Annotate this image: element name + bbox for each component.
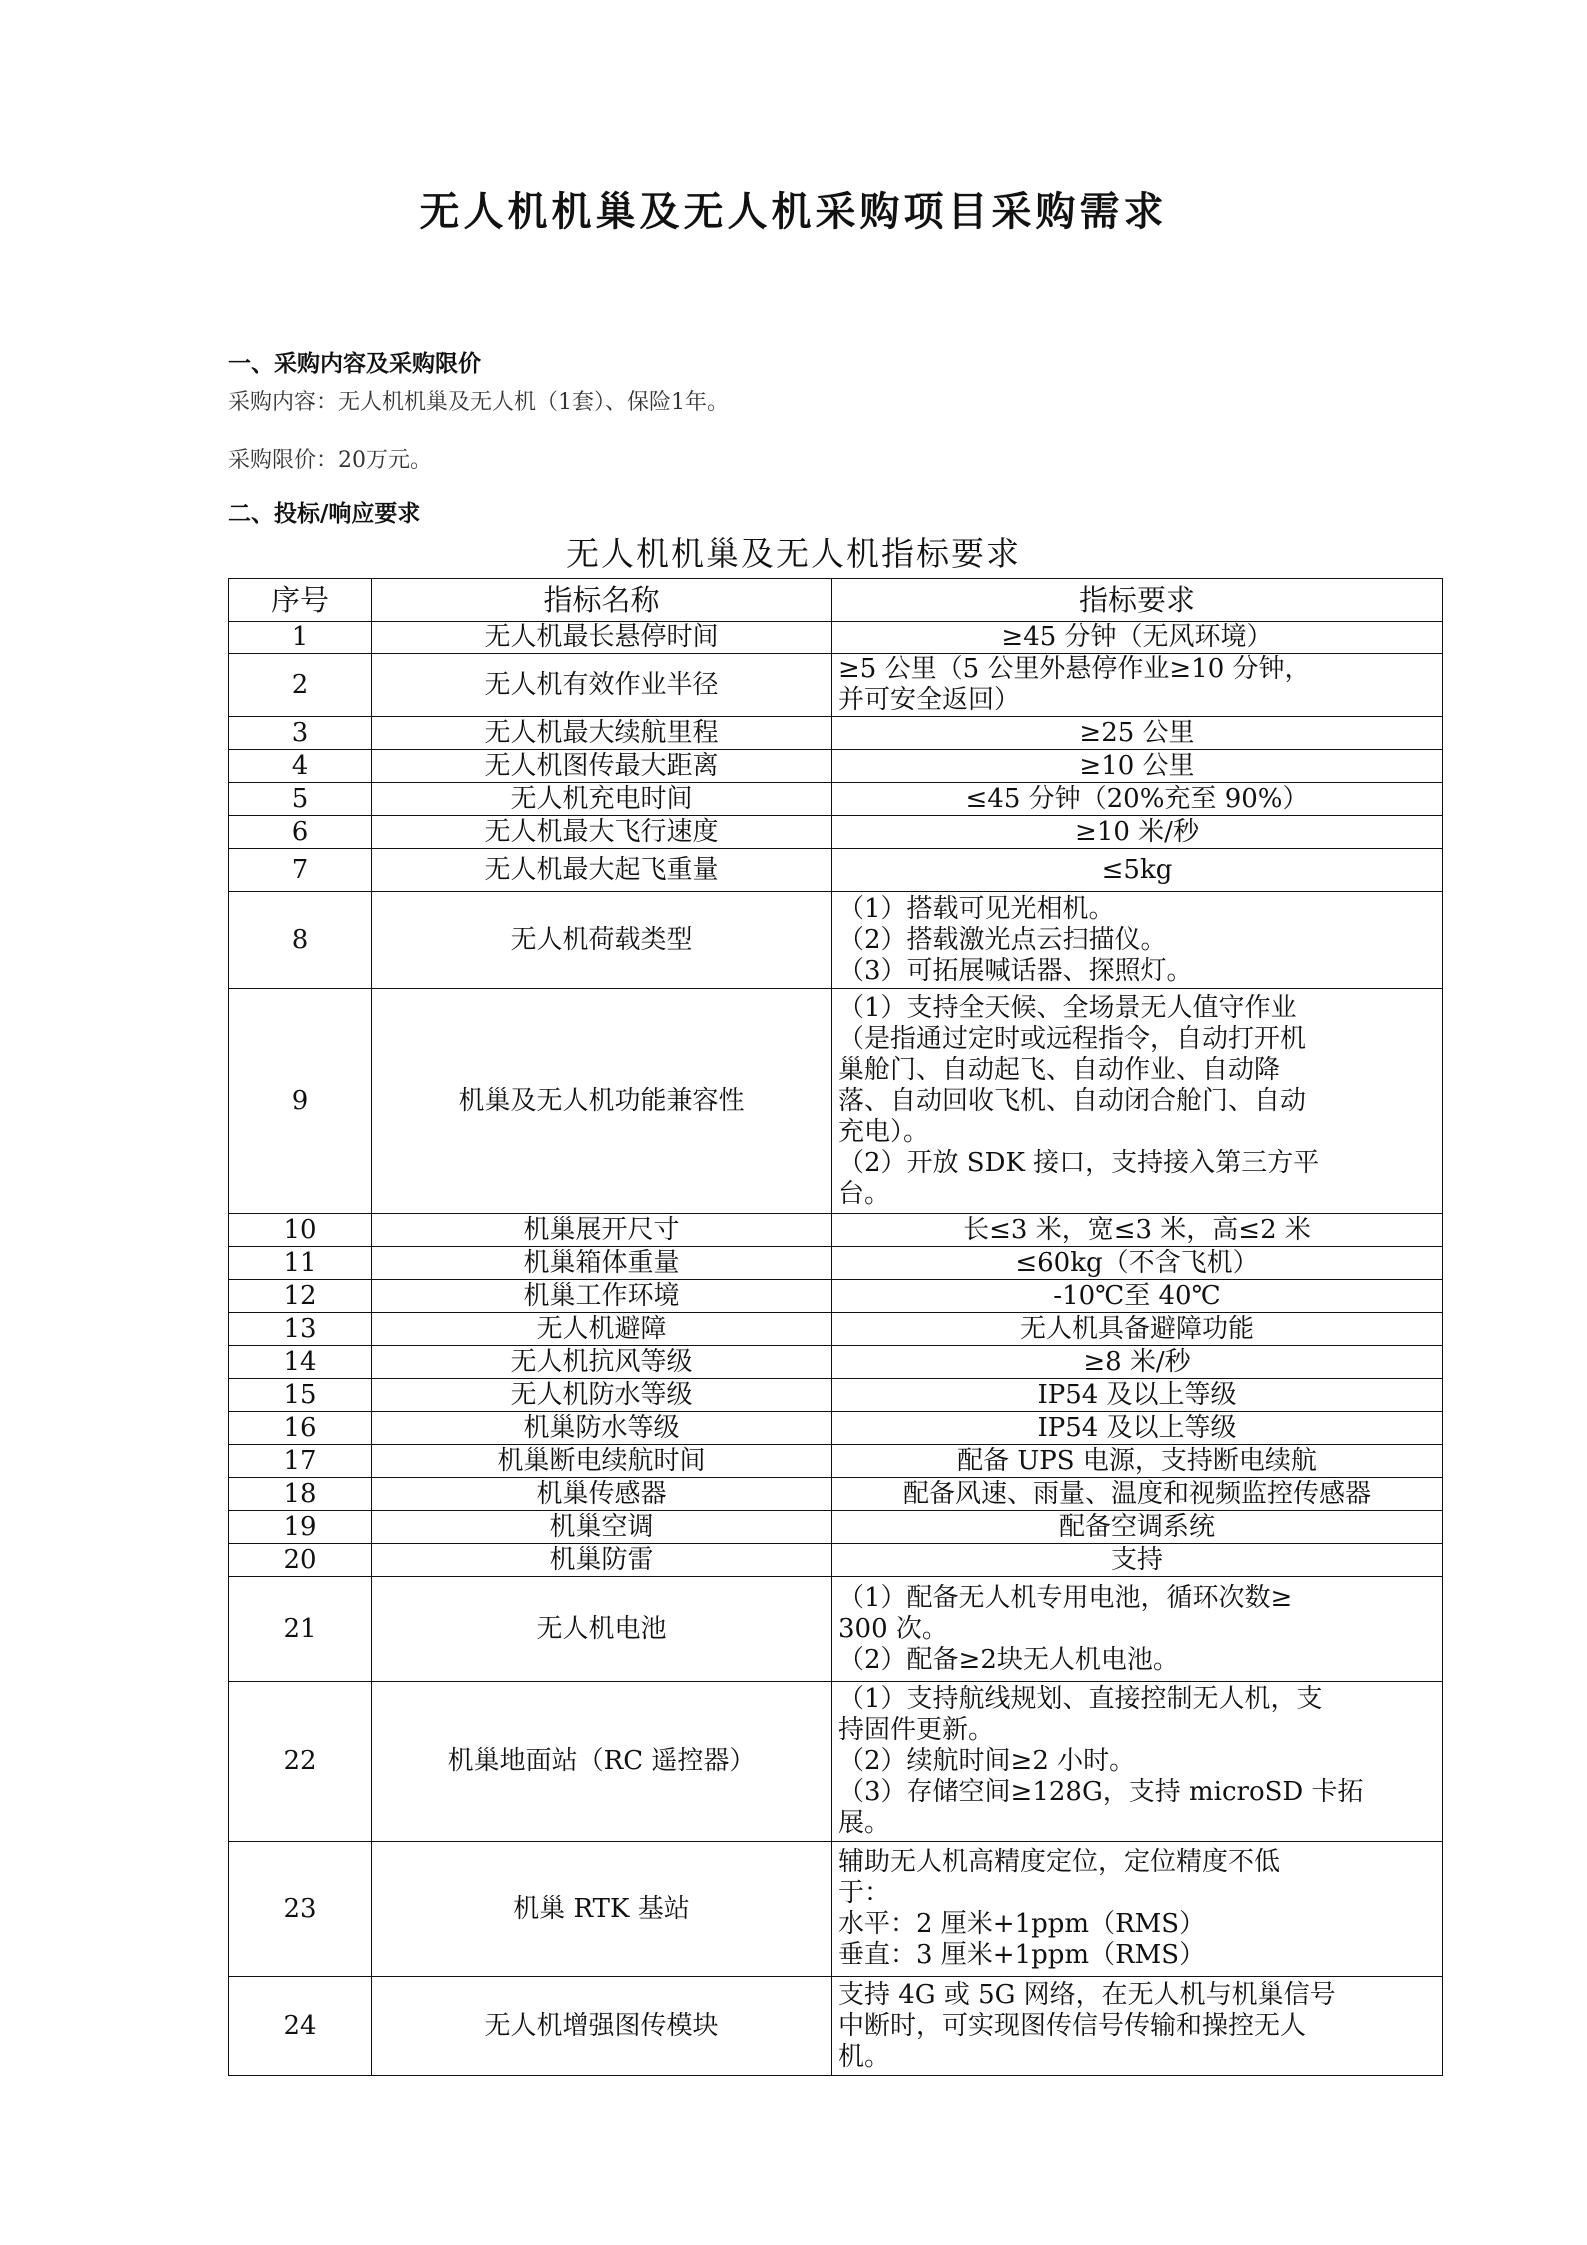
indicator-requirement bbox=[832, 1977, 1443, 2076]
table-title: 无人机机巢及无人机指标要求 bbox=[566, 534, 1021, 573]
indicator-requirement bbox=[832, 1445, 1443, 1478]
table-row bbox=[229, 892, 1443, 989]
indicator-name: 无人机荷载类型 bbox=[372, 892, 832, 989]
indicator-requirement bbox=[832, 1346, 1443, 1379]
requirement-line: 于： bbox=[838, 1878, 891, 1908]
requirement-line: 中断时，可实现图传信号传输和操控无人 bbox=[838, 2010, 1307, 2041]
document-title: 无人机机巢及无人机采购项目采购需求 bbox=[419, 189, 1168, 235]
indicator-requirement bbox=[832, 1214, 1443, 1247]
requirement-line: IP54 及以上等级 bbox=[1037, 1412, 1237, 1443]
requirement-line: ≤45 分钟（20%充至 90%） bbox=[965, 783, 1309, 814]
row-number: 18 bbox=[229, 1478, 372, 1511]
indicator-requirement bbox=[832, 892, 1443, 989]
indicator-requirement bbox=[832, 1379, 1443, 1412]
row-number: 7 bbox=[229, 849, 372, 892]
indicator-requirement bbox=[832, 1280, 1443, 1313]
indicator-name: 机巢防雷 bbox=[372, 1544, 832, 1577]
requirement-line: 长≤3 米，宽≤3 米，高≤2 米 bbox=[963, 1214, 1311, 1245]
indicator-name: 无人机抗风等级 bbox=[372, 1346, 832, 1379]
requirement-line: 支持 4G 或 5G 网络，在无人机与机巢信号 bbox=[838, 1979, 1336, 2010]
indicator-name: 无人机最大起飞重量 bbox=[372, 849, 832, 892]
row-number: 1 bbox=[229, 622, 372, 654]
row-number: 9 bbox=[229, 989, 372, 1214]
table-header-row bbox=[229, 579, 1443, 622]
table-row bbox=[229, 717, 1443, 750]
requirement-line: （1）搭载可见光相机。 bbox=[838, 893, 1115, 924]
table-row bbox=[229, 1577, 1443, 1682]
indicator-requirement bbox=[832, 717, 1443, 750]
indicator-requirement bbox=[832, 849, 1443, 892]
indicator-name: 机巢 RTK 基站 bbox=[372, 1842, 832, 1977]
requirement-line: 垂直：3 厘米+1ppm（RMS） bbox=[838, 1940, 1206, 1970]
row-number: 22 bbox=[229, 1682, 372, 1842]
table-row bbox=[229, 1313, 1443, 1346]
row-number: 10 bbox=[229, 1214, 372, 1247]
table-row bbox=[229, 1214, 1443, 1247]
indicator-name: 机巢断电续航时间 bbox=[372, 1445, 832, 1478]
row-number: 21 bbox=[229, 1577, 372, 1682]
requirement-line: ≤5kg bbox=[1101, 854, 1173, 885]
row-number: 3 bbox=[229, 717, 372, 750]
requirement-line: 300 次。 bbox=[838, 1613, 948, 1644]
requirement-line: ≥10 公里 bbox=[1079, 750, 1195, 781]
row-number: 12 bbox=[229, 1280, 372, 1313]
table-row bbox=[229, 750, 1443, 783]
row-number: 14 bbox=[229, 1346, 372, 1379]
indicator-name: 无人机有效作业半径 bbox=[372, 654, 832, 717]
row-number: 16 bbox=[229, 1412, 372, 1445]
indicator-name: 机巢及无人机功能兼容性 bbox=[372, 989, 832, 1214]
indicator-requirement bbox=[832, 654, 1443, 717]
row-number: 8 bbox=[229, 892, 372, 989]
requirement-line: 支持 bbox=[1110, 1544, 1163, 1575]
requirement-line: （1）支持航线规划、直接控制无人机，支 bbox=[838, 1684, 1323, 1714]
requirement-line: ≥45 分钟（无风环境） bbox=[1001, 622, 1273, 652]
table-row bbox=[229, 654, 1443, 717]
table-row bbox=[229, 1544, 1443, 1577]
indicator-name: 无人机最长悬停时间 bbox=[372, 622, 832, 654]
indicator-requirement bbox=[832, 1478, 1443, 1511]
row-number: 24 bbox=[229, 1977, 372, 2076]
requirement-line: 落、自动回收飞机、自动闭合舱门、自动 bbox=[838, 1085, 1307, 1116]
requirement-line: 配备风速、雨量、温度和视频监控传感器 bbox=[902, 1478, 1371, 1509]
row-number: 23 bbox=[229, 1842, 372, 1977]
requirement-line: 充电）。 bbox=[838, 1116, 930, 1147]
table-row bbox=[229, 849, 1443, 892]
requirement-line: 配备 UPS 电源，支持断电续航 bbox=[957, 1445, 1317, 1476]
indicator-requirement bbox=[832, 816, 1443, 849]
indicator-requirement bbox=[832, 1247, 1443, 1280]
procurement-content: 采购内容：无人机机巢及无人机（1套）、保险1年。 bbox=[228, 390, 729, 415]
table-row bbox=[229, 1445, 1443, 1478]
requirement-line: 配备空调系统 bbox=[1058, 1511, 1215, 1542]
requirement-line: 台。 bbox=[838, 1178, 891, 1209]
row-number: 13 bbox=[229, 1313, 372, 1346]
indicator-requirement bbox=[832, 1544, 1443, 1577]
indicator-name: 无人机充电时间 bbox=[372, 783, 832, 816]
spec-table bbox=[228, 578, 1443, 2076]
indicator-name: 无人机避障 bbox=[372, 1313, 832, 1346]
table-row bbox=[229, 989, 1443, 1214]
indicator-name: 机巢防水等级 bbox=[372, 1412, 832, 1445]
requirement-line: ≥10 米/秒 bbox=[1075, 816, 1199, 847]
table-body bbox=[229, 622, 1443, 2076]
requirement-line: 并可安全返回） bbox=[838, 685, 1021, 715]
indicator-name: 机巢传感器 bbox=[372, 1478, 832, 1511]
procurement-limit: 采购限价：20万元。 bbox=[228, 448, 432, 473]
requirement-line: ≥25 公里 bbox=[1079, 717, 1195, 748]
row-number: 17 bbox=[229, 1445, 372, 1478]
indicator-name: 无人机电池 bbox=[372, 1577, 832, 1682]
table-row bbox=[229, 1682, 1443, 1842]
table-row bbox=[229, 783, 1443, 816]
requirement-line: （2）配备≥2块无人机电池。 bbox=[838, 1644, 1179, 1675]
indicator-name: 无人机最大飞行速度 bbox=[372, 816, 832, 849]
table-row bbox=[229, 1478, 1443, 1511]
requirement-line: 持固件更新。 bbox=[838, 1715, 995, 1745]
table-row bbox=[229, 1379, 1443, 1412]
requirement-line: IP54 及以上等级 bbox=[1037, 1379, 1237, 1410]
requirement-line: ≥8 米/秒 bbox=[1083, 1346, 1191, 1377]
requirement-line: （3）可拓展喊话器、探照灯。 bbox=[838, 955, 1193, 986]
row-number: 11 bbox=[229, 1247, 372, 1280]
table-row bbox=[229, 816, 1443, 849]
row-number: 4 bbox=[229, 750, 372, 783]
header-no: 序号 bbox=[229, 579, 372, 622]
section1-heading: 一、采购内容及采购限价 bbox=[228, 351, 481, 377]
indicator-name: 机巢展开尺寸 bbox=[372, 1214, 832, 1247]
indicator-requirement bbox=[832, 1511, 1443, 1544]
indicator-name: 无人机图传最大距离 bbox=[372, 750, 832, 783]
row-number: 6 bbox=[229, 816, 372, 849]
table-row bbox=[229, 1842, 1443, 1977]
indicator-requirement bbox=[832, 1412, 1443, 1445]
table-row bbox=[229, 1247, 1443, 1280]
indicator-requirement bbox=[832, 989, 1443, 1214]
row-number: 15 bbox=[229, 1379, 372, 1412]
indicator-requirement bbox=[832, 1682, 1443, 1842]
requirement-line: （3）存储空间≥128G，支持 microSD 卡拓 bbox=[838, 1777, 1364, 1807]
row-number: 19 bbox=[229, 1511, 372, 1544]
requirement-line: （2）续航时间≥2 小时。 bbox=[838, 1746, 1136, 1776]
section2-heading: 二、投标/响应要求 bbox=[228, 501, 421, 527]
requirement-line: 展。 bbox=[838, 1808, 891, 1838]
requirement-line: （2）开放 SDK 接口，支持接入第三方平 bbox=[838, 1147, 1320, 1178]
table-row bbox=[229, 622, 1443, 654]
indicator-requirement bbox=[832, 1313, 1443, 1346]
requirement-line: （1）支持全天候、全场景无人值守作业 bbox=[838, 992, 1297, 1023]
requirement-line: -10℃至 40℃ bbox=[1053, 1280, 1221, 1311]
requirement-line: 无人机具备避障功能 bbox=[1019, 1313, 1254, 1344]
requirement-line: 水平：2 厘米+1ppm（RMS） bbox=[838, 1909, 1206, 1939]
indicator-name: 机巢箱体重量 bbox=[372, 1247, 832, 1280]
indicator-name: 机巢地面站（RC 遥控器） bbox=[372, 1682, 832, 1842]
requirement-line: 机。 bbox=[838, 2041, 891, 2072]
row-number: 2 bbox=[229, 654, 372, 717]
indicator-name: 无人机防水等级 bbox=[372, 1379, 832, 1412]
header-requirement: 指标要求 bbox=[832, 579, 1443, 622]
indicator-requirement bbox=[832, 783, 1443, 816]
indicator-requirement bbox=[832, 1577, 1443, 1682]
indicator-name: 机巢空调 bbox=[372, 1511, 832, 1544]
table-row bbox=[229, 1511, 1443, 1544]
indicator-requirement bbox=[832, 750, 1443, 783]
indicator-requirement bbox=[832, 622, 1443, 654]
requirement-line: 辅助无人机高精度定位，定位精度不低 bbox=[838, 1847, 1281, 1877]
requirement-line: ≥5 公里（5 公里外悬停作业≥10 分钟， bbox=[838, 654, 1311, 684]
requirement-line: （是指通过定时或远程指令，自动打开机 bbox=[838, 1023, 1307, 1054]
table-row bbox=[229, 1412, 1443, 1445]
requirement-line: （2）搭载激光点云扫描仪。 bbox=[838, 924, 1167, 955]
indicator-name: 无人机增强图传模块 bbox=[372, 1977, 832, 2076]
indicator-name: 机巢工作环境 bbox=[372, 1280, 832, 1313]
row-number: 5 bbox=[229, 783, 372, 816]
requirement-line: （1）配备无人机专用电池，循环次数≥ bbox=[838, 1582, 1293, 1613]
requirement-line: ≤60kg（不含飞机） bbox=[1015, 1247, 1259, 1278]
row-number: 20 bbox=[229, 1544, 372, 1577]
requirement-line: 巢舱门、自动起飞、自动作业、自动降 bbox=[838, 1054, 1281, 1085]
indicator-requirement bbox=[832, 1842, 1443, 1977]
table-row bbox=[229, 1280, 1443, 1313]
table-row bbox=[229, 1977, 1443, 2076]
table-row bbox=[229, 1346, 1443, 1379]
indicator-name: 无人机最大续航里程 bbox=[372, 717, 832, 750]
header-name: 指标名称 bbox=[372, 579, 832, 622]
